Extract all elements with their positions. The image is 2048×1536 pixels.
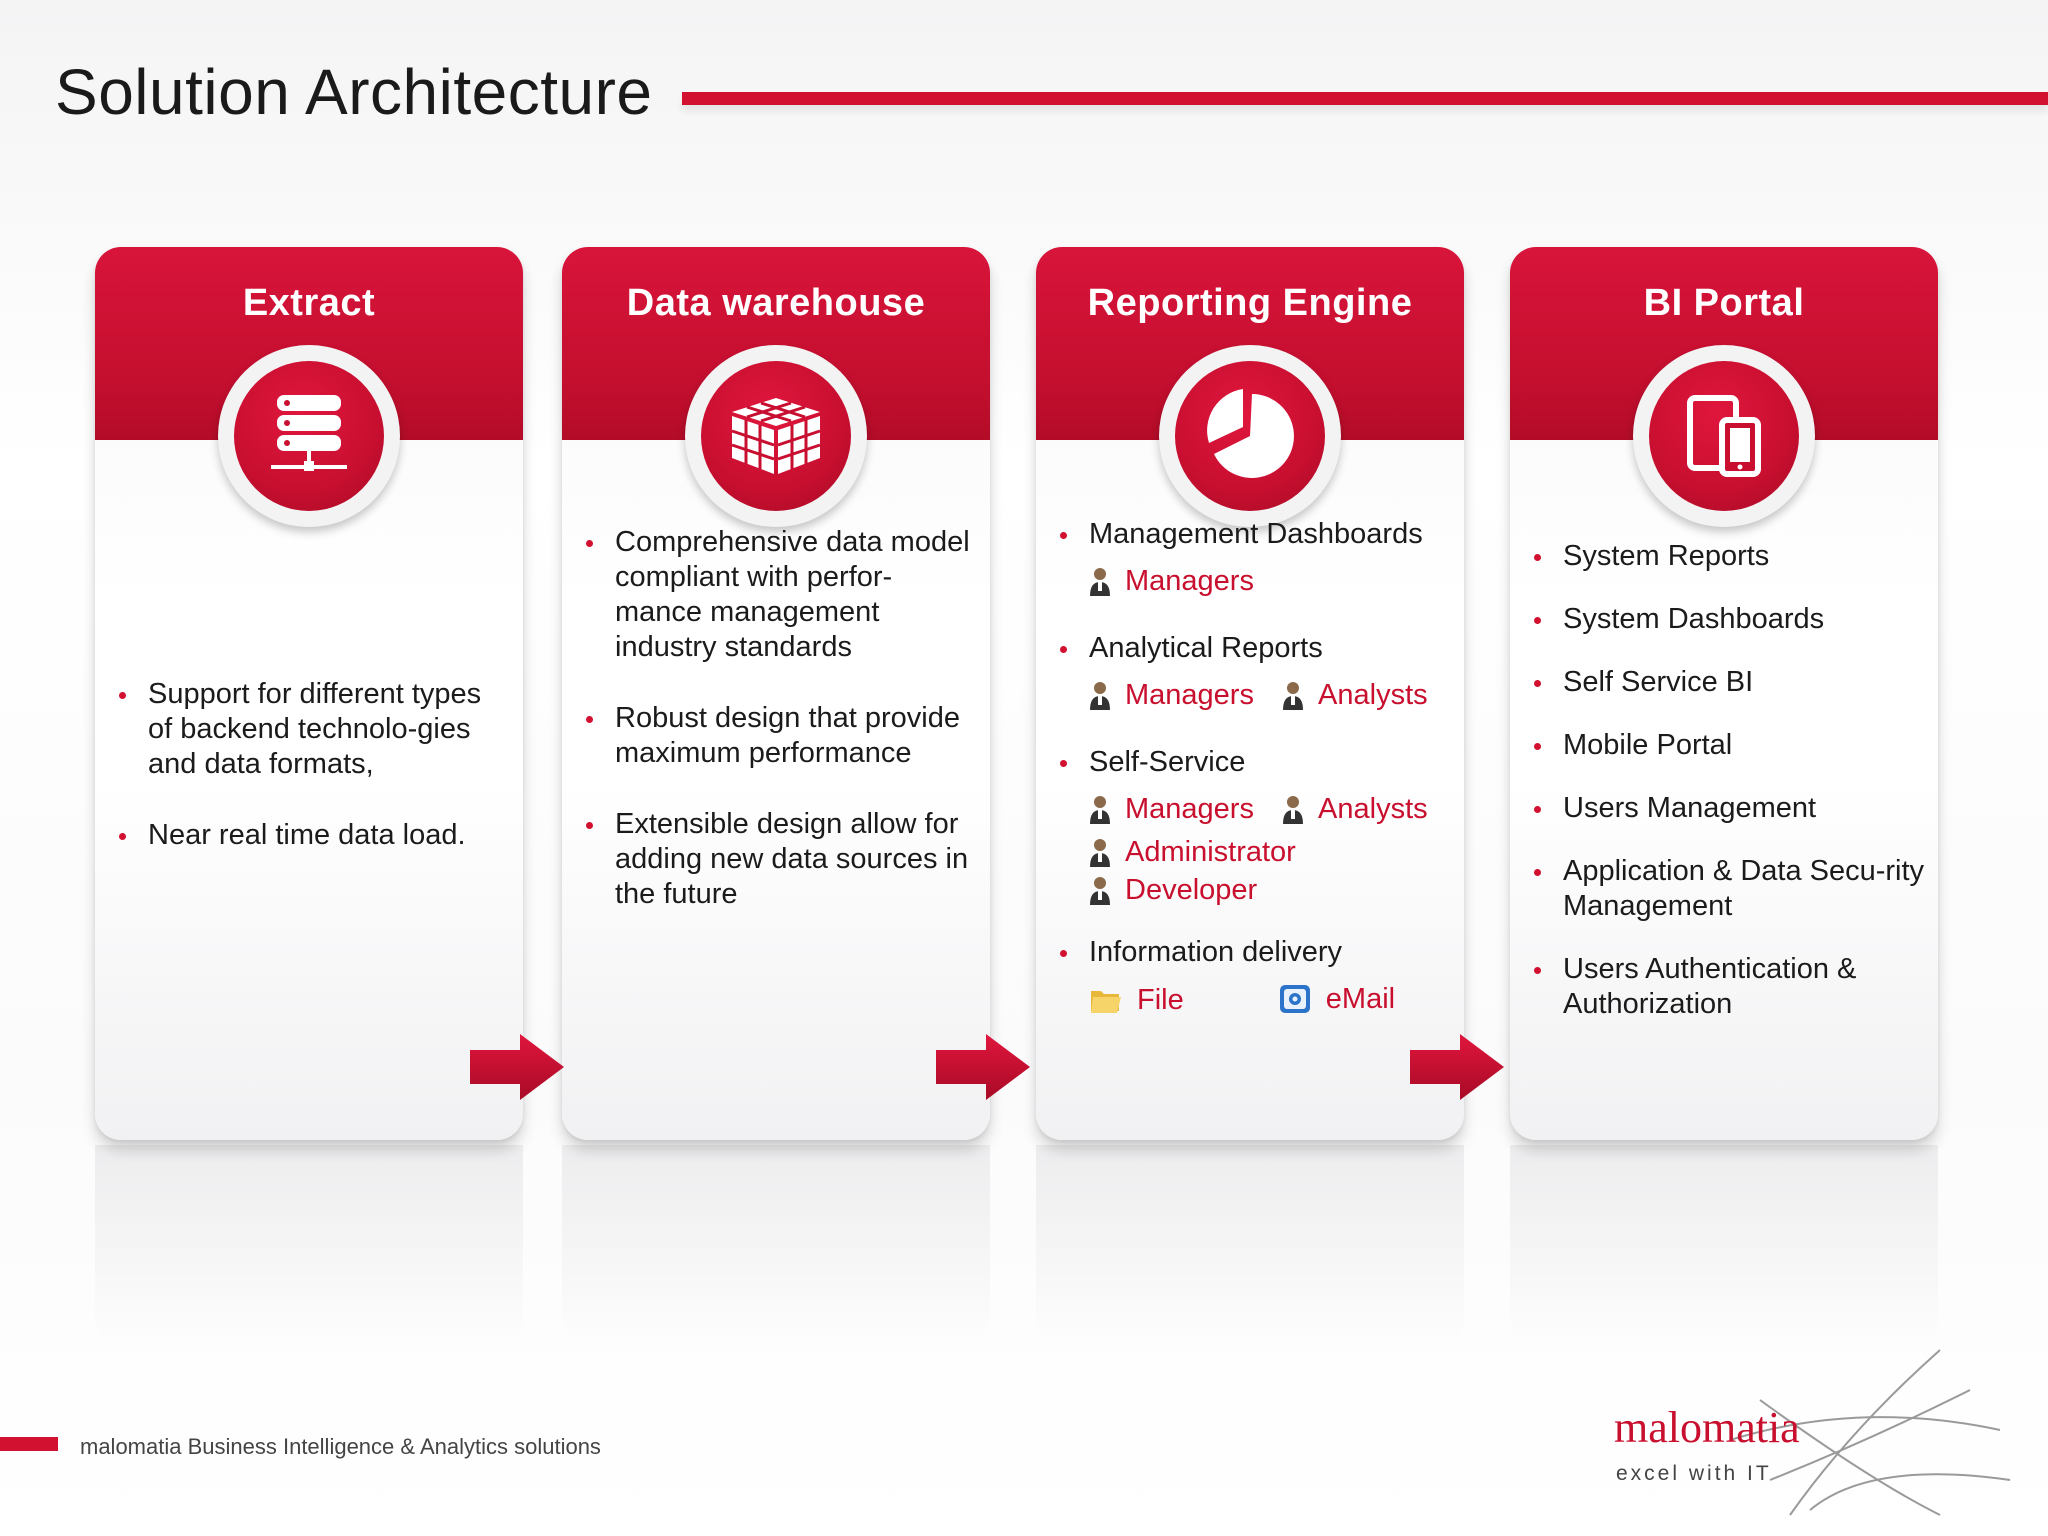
bullet-list (1056, 517, 1452, 1024)
logo-tagline: excel with IT (1616, 1462, 1772, 1485)
list-item: Robust design that provide maximum performance (582, 701, 978, 771)
user-icon (1282, 680, 1304, 710)
user-icon (1282, 794, 1304, 824)
card-bi-portal (1510, 247, 1938, 1140)
card-reflection (562, 1145, 990, 1345)
list-item (1056, 517, 1452, 605)
list-item: Extensible design allow for adding new data sources in the future (582, 807, 978, 912)
icon-badge (685, 345, 867, 527)
logo-wordmark: malomatia (1614, 1403, 1800, 1452)
footer-accent-bar (0, 1437, 58, 1451)
card-title: Reporting Engine (1087, 282, 1413, 324)
card-extract (95, 247, 523, 1140)
user-icon (1089, 875, 1111, 905)
role-item: Managers (1089, 562, 1254, 600)
role-item: Analysts (1282, 790, 1428, 828)
role-list (1089, 562, 1452, 605)
list-item: Users Management (1530, 791, 1926, 826)
user-icon (1089, 794, 1111, 824)
title-rule (682, 92, 2048, 105)
list-item: System Reports (1530, 539, 1926, 574)
role-list (1089, 676, 1452, 719)
pie-chart-icon (1202, 388, 1298, 484)
icon-badge (1633, 345, 1815, 527)
bullet-list (1530, 539, 1926, 1022)
bullet-list (115, 677, 511, 853)
role-item: Managers (1089, 676, 1254, 714)
section-label: Self-Service (1089, 746, 1246, 778)
card-reflection (1036, 1145, 1464, 1345)
arrow-right-icon (470, 1034, 566, 1100)
role-item: Managers (1089, 790, 1254, 828)
user-icon (1089, 566, 1111, 596)
list-item (1056, 935, 1452, 1024)
cube-icon (728, 396, 824, 476)
icon-badge (218, 345, 400, 527)
role-item: Developer (1089, 871, 1432, 909)
user-icon (1089, 837, 1111, 867)
list-item: System Dashboards (1530, 602, 1926, 637)
page-title: Solution Architecture (55, 56, 653, 128)
section-label: Analytical Reports (1089, 632, 1323, 664)
card-title: Extract (242, 282, 376, 324)
role-item: Analysts (1282, 676, 1428, 714)
channel-list (1089, 980, 1452, 1024)
folder-icon (1089, 985, 1123, 1015)
list-item: Self Service BI (1530, 665, 1926, 700)
arrow-right-icon (936, 1034, 1032, 1100)
arrow-right-icon (1410, 1034, 1506, 1100)
channel-item: File (1089, 981, 1184, 1019)
list-item: Mobile Portal (1530, 728, 1926, 763)
list-item: Application & Data Secu-rity Management (1530, 854, 1926, 924)
role-item: Administrator (1089, 833, 1432, 871)
footer-text: malomatia Business Intelligence & Analytics solutions (80, 1434, 601, 1459)
card-reflection (1510, 1145, 1938, 1345)
section-label: Management Dashboards (1089, 518, 1423, 550)
bullet-list (582, 525, 978, 912)
role-list (1089, 790, 1452, 909)
card-data-warehouse (562, 247, 990, 1140)
card-title: BI Portal (1643, 282, 1805, 324)
user-icon (1089, 680, 1111, 710)
icon-badge (1159, 345, 1341, 527)
list-item (1056, 631, 1452, 719)
list-item: Users Authentication & Authorization (1530, 952, 1926, 1022)
channel-item: eMail (1278, 980, 1395, 1018)
list-item: Comprehensive data model compliant with perfor-mance management industry standards (582, 525, 978, 665)
company-logo (1610, 1330, 2030, 1520)
section-label: Information delivery (1089, 936, 1343, 968)
card-title: Data warehouse (626, 282, 926, 324)
card-reporting-engine (1036, 247, 1464, 1140)
list-item (1056, 745, 1452, 909)
list-item: Near real time data load. (115, 818, 511, 853)
card-reflection (95, 1145, 523, 1345)
devices-icon (1684, 394, 1764, 478)
list-item: Support for different types of backend technolo-gies and data formats, (115, 677, 511, 782)
server-icon (269, 393, 349, 479)
email-icon (1278, 983, 1312, 1015)
